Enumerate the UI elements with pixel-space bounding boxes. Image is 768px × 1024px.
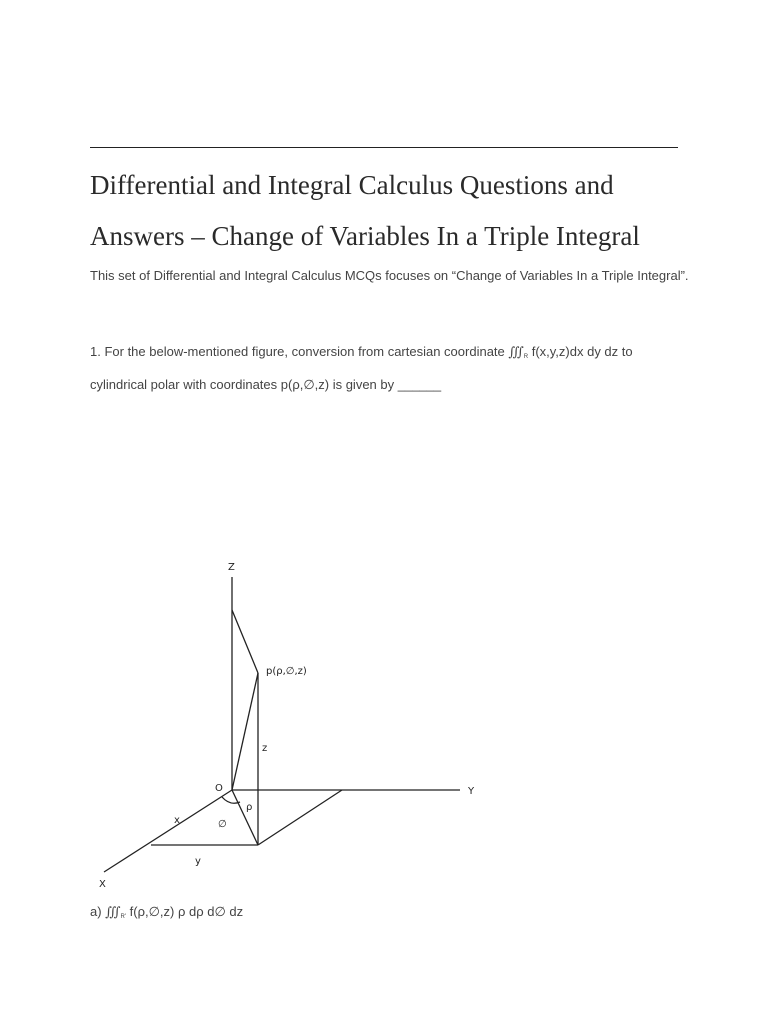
triple-integral-symbol: ∭ (508, 345, 524, 360)
rho-line (232, 790, 258, 845)
option-a (90, 898, 690, 931)
page-title: Differential and Integral Calculus Questions and Answers – Change of Variables In a Triple Integral (90, 170, 640, 251)
phi-angle-arc (222, 797, 240, 803)
horizontal-rule (90, 147, 678, 148)
question-suffix: f(x,y,z)dx dy dz to cylindrical polar with coordinates p(ρ,∅,z) is given by ______ (90, 344, 633, 392)
question-text (90, 338, 690, 398)
x-segment-label: x (174, 815, 180, 826)
origin-to-p-line (232, 673, 258, 790)
z-axis-label: Z (228, 562, 235, 573)
point-p-label: p(ρ,∅,z) (266, 666, 307, 677)
base-right-edge (258, 790, 342, 845)
option-a-suffix: f(ρ,∅,z) ρ dρ d∅ dz (126, 904, 244, 919)
rho-label: ρ (246, 802, 253, 813)
x-axis-line (104, 790, 232, 872)
integral-region-label: R (523, 354, 529, 360)
intro-paragraph: This set of Differential and Integral Calculus MCQs focuses on “Change of Variables In a Triple Integral”. (90, 268, 689, 283)
x-axis-label: X (99, 879, 106, 890)
option-a-prefix: a) (90, 904, 106, 919)
z-projection-line (232, 610, 258, 673)
z-segment-label: z (262, 743, 268, 754)
y-axis-label: Y (468, 786, 475, 797)
option-a-region-label: R' (120, 914, 127, 920)
question-prefix: 1. For the below-mentioned figure, conversion from cartesian coordinate (90, 344, 509, 359)
origin-label: O (215, 783, 223, 794)
phi-label: ∅ (218, 819, 227, 830)
y-segment-label: y (195, 856, 201, 867)
option-a-integral-symbol: ∭ (105, 905, 121, 920)
